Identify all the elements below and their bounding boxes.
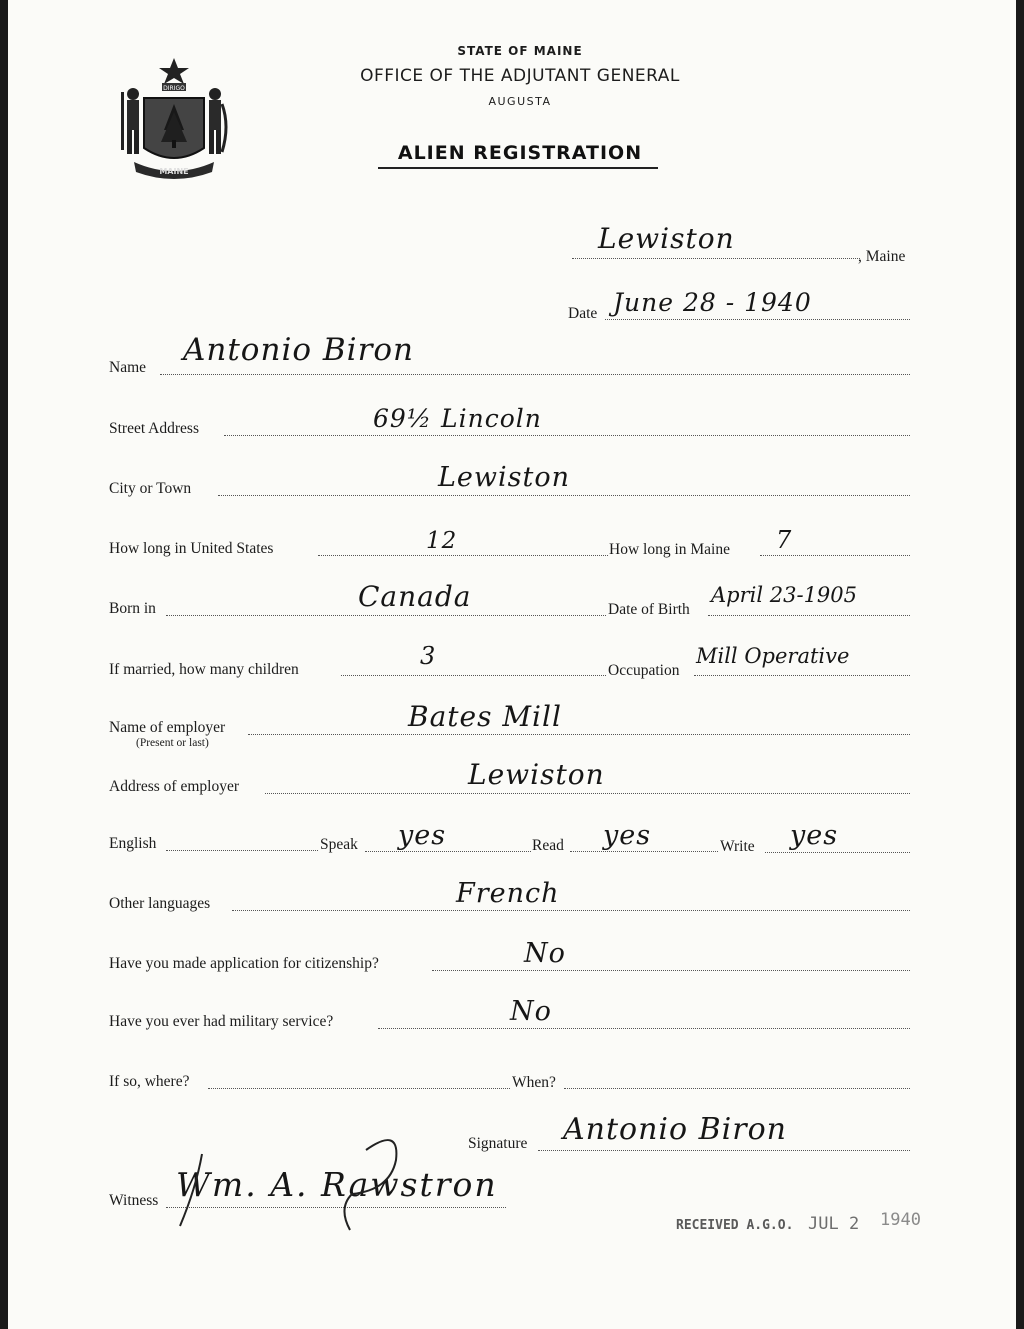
children-line [341, 675, 606, 676]
born-in-label: Born in [109, 600, 156, 617]
born-in-line [166, 615, 606, 616]
street-value: 69½ Lincoln [373, 404, 542, 433]
name-label: Name [109, 359, 147, 376]
born-in-value: Canada [358, 580, 472, 613]
place-value: Lewiston [598, 222, 735, 255]
place-line [572, 258, 860, 259]
registration-form [8, 0, 1016, 1329]
occupation-line [694, 675, 910, 676]
street-line [224, 435, 910, 436]
form-title: ALIEN REGISTRATION [397, 142, 643, 164]
received-stamp-year: 1940 [880, 1210, 921, 1230]
received-stamp-date: JUL 2 [808, 1214, 860, 1234]
citizenship-label: Have you made application for citizenship? [109, 955, 379, 972]
when-line [564, 1088, 910, 1089]
military-label: Have you ever had military service? [109, 1013, 334, 1030]
military-line [378, 1028, 910, 1029]
occupation-value: Mill Operative [696, 644, 850, 668]
seal-motto: DIRIGO [163, 85, 185, 92]
street-label: Street Address [109, 420, 199, 437]
read-label: Read [532, 837, 564, 854]
other-languages-line [232, 910, 910, 911]
date-label: Date [568, 305, 598, 322]
name-value: Antonio Biron [183, 332, 415, 368]
write-line [765, 852, 910, 853]
name-line [160, 374, 910, 375]
seal-state-name: MAINE [159, 167, 189, 176]
us-years-line [318, 555, 608, 556]
dob-line [708, 615, 910, 616]
citizenship-value: No [524, 938, 566, 969]
header-city: AUGUSTA [488, 95, 552, 108]
children-value: 3 [420, 642, 437, 670]
witness-value: Wm. A. Rawstron [176, 1165, 498, 1204]
speak-label: Speak [320, 836, 358, 853]
speak-value: yes [398, 820, 447, 851]
where-line [208, 1088, 510, 1089]
signature-value: Antonio Biron [563, 1112, 787, 1147]
maine-years-line [760, 555, 910, 556]
citizenship-line [432, 970, 910, 971]
date-value: June 28 - 1940 [613, 288, 812, 317]
read-value: yes [603, 820, 652, 851]
maine-years-value: 7 [776, 526, 793, 554]
city-line [218, 495, 910, 496]
write-label: Write [720, 838, 755, 855]
employer-address-value: Lewiston [468, 758, 605, 791]
dob-value: April 23-1905 [711, 583, 858, 607]
signature-line [538, 1150, 910, 1151]
place-label: , Maine [858, 248, 906, 265]
speak-line [365, 851, 531, 852]
city-value: Lewiston [438, 462, 571, 493]
title-underline [378, 167, 658, 169]
employer-sublabel: (Present or last) [136, 737, 209, 749]
children-label: If married, how many children [109, 661, 299, 678]
military-value: No [510, 996, 552, 1027]
employer-line [248, 734, 910, 735]
english-line [166, 850, 318, 851]
dob-label: Date of Birth [608, 601, 690, 618]
occupation-label: Occupation [608, 662, 680, 679]
signature-label: Signature [468, 1135, 528, 1152]
header-state: STATE OF MAINE [457, 44, 583, 58]
us-years-label: How long in United States [109, 540, 274, 557]
when-label: When? [512, 1074, 556, 1091]
city-label: City or Town [109, 480, 192, 497]
other-languages-label: Other languages [109, 895, 211, 912]
where-label: If so, where? [109, 1073, 190, 1090]
header-office: OFFICE OF THE ADJUTANT GENERAL [360, 66, 680, 86]
employer-address-label: Address of employer [109, 778, 239, 795]
english-label: English [109, 835, 157, 852]
write-value: yes [790, 820, 839, 851]
employer-value: Bates Mill [408, 700, 562, 733]
witness-label: Witness [109, 1192, 159, 1209]
date-line [605, 319, 910, 320]
maine-years-label: How long in Maine [609, 541, 730, 558]
witness-signature-flourish [178, 1130, 508, 1240]
employer-address-line [265, 793, 910, 794]
read-line [570, 851, 718, 852]
received-stamp-text: RECEIVED A.G.O. [676, 1218, 794, 1233]
employer-label: Name of employer [109, 719, 226, 736]
us-years-value: 12 [426, 528, 458, 554]
other-languages-value: French [456, 878, 560, 909]
